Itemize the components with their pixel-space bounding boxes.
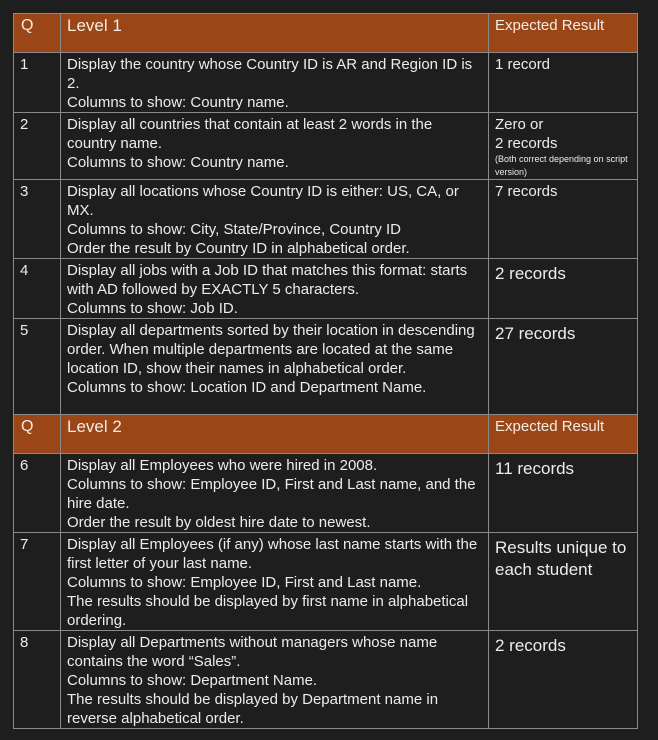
question-description: [61, 53, 489, 113]
question-description: [61, 180, 489, 259]
table-row: [14, 180, 638, 259]
expected-result: [489, 113, 638, 180]
question-number: 6: [14, 454, 61, 533]
question-number: 1: [14, 53, 61, 113]
level-2-header: [14, 415, 638, 454]
header-q: Q: [14, 415, 61, 454]
expected-result: [489, 259, 638, 319]
expected-line: Zero or: [495, 116, 544, 133]
question-description: [61, 631, 489, 729]
expected-note: (Both correct depending on script version): [495, 154, 628, 177]
table-row: [14, 631, 638, 729]
question-number: 2: [14, 113, 61, 180]
header-expected: Expected Result: [489, 14, 638, 53]
question-number: 4: [14, 259, 61, 319]
expected-line: 11 records: [495, 459, 575, 478]
expected-result: [489, 533, 638, 631]
expected-line: 2 records: [495, 264, 566, 283]
level-1-header: [14, 14, 638, 53]
level-title: Level 1: [61, 14, 489, 53]
description-line: Columns to show: Country name.: [67, 154, 289, 171]
description-line: Columns to show: Employee ID, First and Last name.: [67, 574, 422, 591]
description-line: Columns to show: Job ID.: [67, 300, 238, 317]
question-description: [61, 454, 489, 533]
description-line: Columns to show: Country name.: [67, 94, 289, 111]
header-expected: Expected Result: [489, 415, 638, 454]
expected-result: [489, 180, 638, 259]
header-q: Q: [14, 14, 61, 53]
expected-line: 2 records: [495, 636, 566, 655]
description-line: Display all jobs with a Job ID that matches this format: starts with AD followed by EXACTLY 5 characters.: [67, 262, 468, 298]
question-number: 8: [14, 631, 61, 729]
description-line: Columns to show: Department Name.: [67, 672, 318, 689]
expected-result: [489, 53, 638, 113]
table-row: [14, 533, 638, 631]
table-row: [14, 454, 638, 533]
expected-line: 27 records: [495, 324, 576, 343]
question-description: [61, 319, 489, 415]
question-number: 5: [14, 319, 61, 415]
question-number: 3: [14, 180, 61, 259]
description-line: Display all countries that contain at least 2 words in the country name.: [67, 116, 433, 152]
description-line: The results should be displayed by Department name in reverse alphabetical order.: [67, 691, 439, 727]
expected-line: 2 records: [495, 135, 558, 152]
description-line: Columns to show: Employee ID, First and Last name, and the hire date.: [67, 476, 476, 512]
question-description: [61, 533, 489, 631]
description-line: The results should be displayed by first name in alphabetical ordering.: [67, 593, 469, 629]
expected-result: [489, 454, 638, 533]
description-line: Columns to show: City, State/Province, Country ID: [67, 221, 402, 238]
expected-result: [489, 631, 638, 729]
question-description: [61, 113, 489, 180]
description-line: Display all departments sorted by their location in descending order. When multiple departments are located at the same location ID, show their names in alphabetical order.: [67, 322, 475, 377]
table-row: [14, 259, 638, 319]
description-line: Display all locations whose Country ID is either: US, CA, or MX.: [67, 183, 459, 219]
table-row: [14, 113, 638, 180]
description-line: Order the result by oldest hire date to newest.: [67, 514, 371, 531]
assignment-table: [13, 13, 638, 729]
description-line: Columns to show: Location ID and Department Name.: [67, 379, 427, 396]
description-line: Display all Employees (if any) whose last name starts with the first letter of your last name.: [67, 536, 478, 572]
table-row: [14, 319, 638, 415]
description-line: Display the country whose Country ID is AR and Region ID is 2.: [67, 56, 473, 92]
expected-result: [489, 319, 638, 415]
level-title: Level 2: [61, 415, 489, 454]
question-description: [61, 259, 489, 319]
expected-line: Results unique to each student: [495, 538, 627, 579]
description-line: Display all Employees who were hired in 2008.: [67, 457, 378, 474]
expected-line: 1 record: [495, 56, 551, 73]
table-row: [14, 53, 638, 113]
expected-line: 7 records: [495, 183, 558, 200]
question-number: 7: [14, 533, 61, 631]
description-line: Order the result by Country ID in alphabetical order.: [67, 240, 410, 257]
description-line: Display all Departments without managers whose name contains the word “Sales”.: [67, 634, 438, 670]
